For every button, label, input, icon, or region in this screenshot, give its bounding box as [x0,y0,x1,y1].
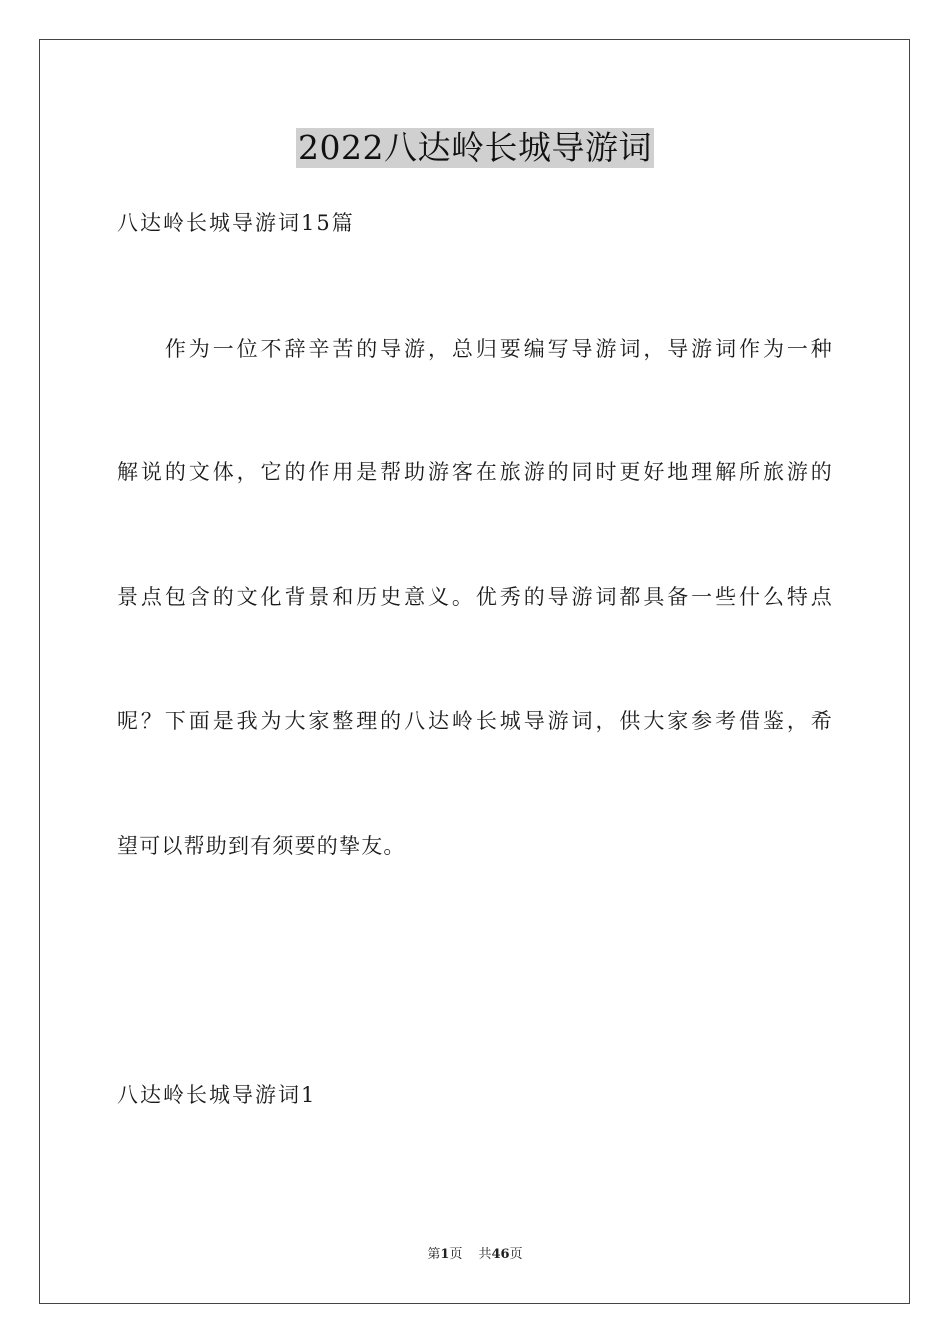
intro-line-3: 景点包含的文化背景和历史意义。优秀的导游词都具备一些什么特点 [117,585,833,609]
footer-page-total: 46 [491,1247,510,1262]
footer-total-prefix: 共 [478,1247,492,1262]
section-heading-1: 八达岭长城导游词1 [117,1083,317,1107]
intro-line-2: 解说的文体，它的作用是帮助游客在旅游的同时更好地理解所旅游的 [117,460,833,484]
intro-line-4: 呢？下面是我为大家整理的八达岭长城导游词，供大家参考借鉴，希 [117,709,833,733]
title-container [0,128,950,168]
intro-line-1: 作为一位不辞辛苦的导游，总归要编写导游词，导游词作为一种 [117,337,833,361]
footer-total-suffix: 页 [509,1247,523,1262]
document-subtitle: 八达岭长城导游词15篇 [117,211,355,235]
document-title: 2022八达岭长城导游词 [298,128,652,167]
footer-page-prefix: 第 [427,1247,441,1262]
footer-page-mid: 页 [449,1247,463,1262]
page-footer [0,1246,950,1264]
footer-page-current: 1 [440,1247,450,1262]
intro-line-5: 望可以帮助到有须要的挚友。 [117,834,406,858]
